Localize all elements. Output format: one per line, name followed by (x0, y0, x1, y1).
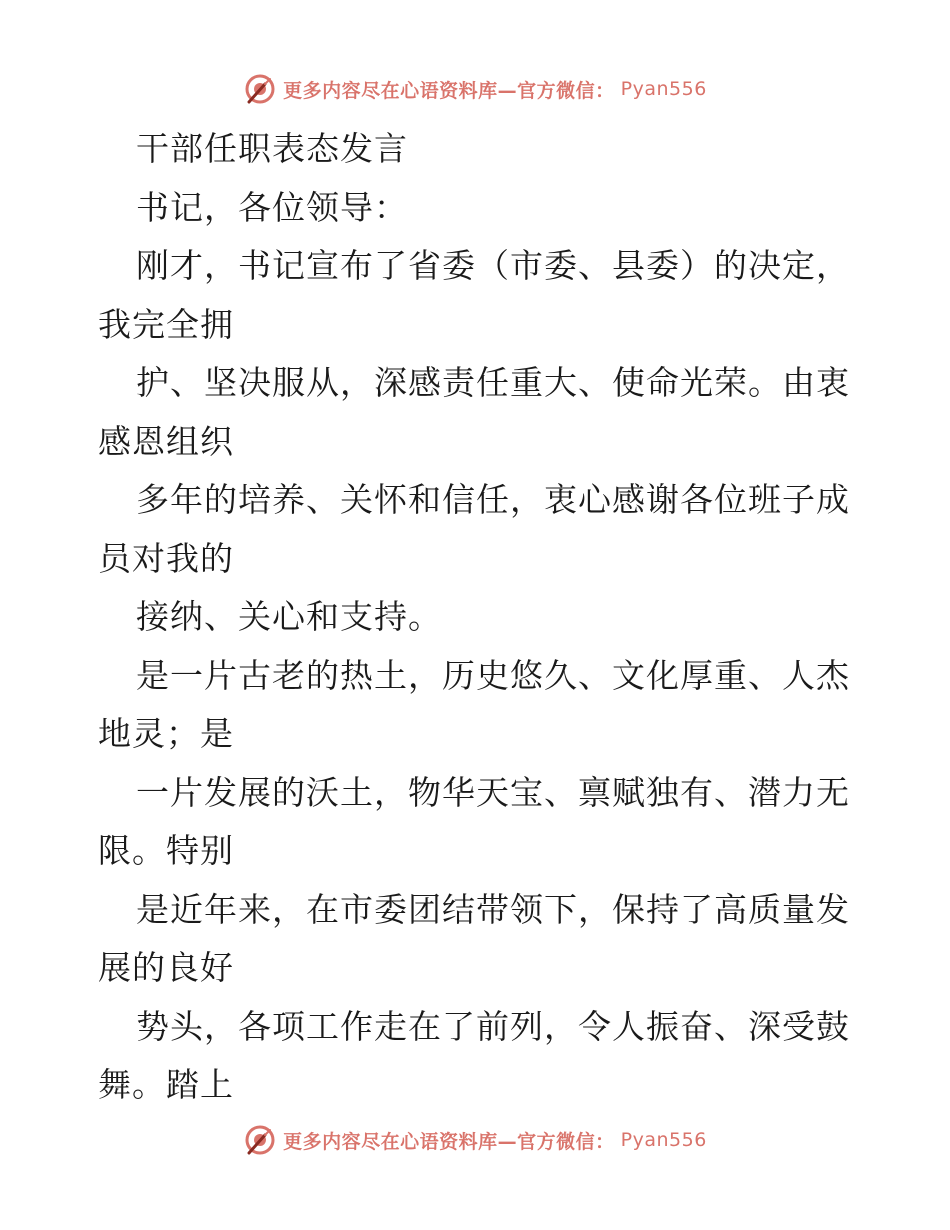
text-line: 展的良好 (98, 948, 234, 987)
document-body (98, 120, 858, 1115)
pen-seal-icon (243, 72, 277, 106)
text-line: 是近年来，在市委团结带领下，保持了高质量发 (136, 889, 850, 929)
text-line: 员对我的 (98, 538, 234, 578)
watermark-id: Pyan556 (620, 1129, 707, 1151)
text-line: 多年的培养、关怀和信任，衷心感谢各位班子成 (136, 480, 850, 519)
text-line: 势头，各项工作走在了前列，令人振奋、深受鼓 (136, 1006, 850, 1046)
text-line: 我完全拥 (98, 304, 234, 344)
text-line: 地灵；是 (98, 714, 234, 753)
footer-watermark (0, 1123, 950, 1157)
text-line: 刚才，书记宣布了省委（市委、县委）的决定， (136, 246, 850, 285)
watermark-text: 更多内容尽在心语资料库—官方微信： (283, 1130, 615, 1153)
text-line: 是一片古老的热土，历史悠久、文化厚重、人杰 (136, 655, 850, 695)
text-line: 一片发展的沃土，物华天宝、禀赋独有、潜力无 (136, 772, 850, 812)
text-line: 接纳、关心和支持。 (136, 597, 442, 636)
text-line: 限。特别 (98, 831, 234, 870)
text-line: 护、坚决服从，深感责任重大、使命光荣。由衷 (136, 363, 850, 402)
text-line: 书记，各位领导： (136, 187, 408, 227)
watermark-id: Pyan556 (620, 78, 707, 100)
header-watermark (0, 72, 950, 106)
text-line: 舞。踏上 (98, 1065, 234, 1104)
text-line: 感恩组织 (98, 421, 234, 461)
watermark-text: 更多内容尽在心语资料库—官方微信： (283, 79, 615, 102)
pen-seal-icon (243, 1123, 277, 1157)
document-title: 干部任职表态发言 (136, 129, 408, 168)
